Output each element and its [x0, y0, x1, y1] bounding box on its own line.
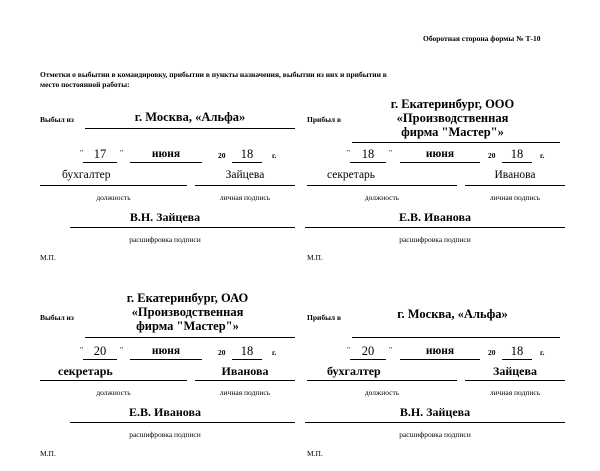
place-line: «Производственная: [396, 111, 509, 125]
stamp-label: М.П.: [40, 449, 56, 458]
year-prefix: 20: [218, 348, 226, 357]
quote-open: ": [347, 148, 351, 157]
signature-caption: личная подпись: [489, 193, 541, 202]
quote-close: ": [120, 148, 124, 157]
day-value: 18: [361, 147, 375, 161]
month-underline: [400, 162, 480, 163]
place-underline: [85, 337, 295, 338]
year-value: 18: [510, 344, 524, 358]
name-underline: [70, 422, 295, 423]
month-value: июня: [151, 345, 181, 357]
intro-line-1: Отметки о выбытии в командировку, прибытии в пункты назначения, выбытии из них и прибытии в: [40, 70, 387, 79]
quote-open: ": [347, 345, 351, 354]
full-name-value: В.Н. Зайцева: [399, 405, 471, 419]
full-name-value: В.Н. Зайцева: [129, 210, 201, 224]
signature-caption: личная подпись: [219, 388, 271, 397]
place-line: г. Москва, «Альфа»: [397, 307, 508, 321]
place-underline: [85, 128, 295, 129]
decoding-caption: расшифровка подписи: [399, 235, 471, 244]
decoding-caption: расшифровка подписи: [399, 430, 471, 439]
full-name-value: Е.В. Иванова: [129, 405, 201, 419]
year-underline: [502, 359, 532, 360]
place-line: г. Москва, «Альфа»: [134, 110, 246, 124]
year-value: 18: [240, 147, 254, 161]
decoding-caption: расшифровка подписи: [129, 235, 201, 244]
quote-open: ": [80, 345, 84, 354]
full-name-value: Е.В. Иванова: [399, 210, 471, 224]
month-underline: [400, 359, 480, 360]
place-line: г. Екатеринбург, ОАО: [126, 291, 249, 305]
position-caption: должность: [364, 388, 400, 397]
year-value: 18: [510, 147, 524, 161]
quote-close: ": [389, 345, 393, 354]
name-underline: [305, 227, 565, 228]
position-underline: [307, 380, 457, 381]
day-value: 20: [361, 344, 375, 358]
stamp-label: М.П.: [307, 253, 323, 262]
signature-caption: личная подпись: [489, 388, 541, 397]
month-value: июня: [425, 345, 455, 357]
form-side-header: Оборотная сторона формы № Т-10: [423, 34, 541, 43]
signature-value: Зайцева: [225, 169, 265, 181]
name-underline: [305, 422, 565, 423]
signature-underline: [465, 380, 565, 381]
decoding-caption: расшифровка подписи: [129, 430, 201, 439]
place-line: г. Екатеринбург, ООО: [390, 97, 515, 111]
position-underline: [40, 185, 187, 186]
year-prefix: 20: [488, 151, 496, 160]
place-underline: [352, 337, 560, 338]
intro-line-2: место постоянной работы:: [40, 80, 130, 89]
year-underline: [232, 162, 262, 163]
year-value: 18: [240, 344, 254, 358]
day-underline: [83, 359, 117, 360]
quote-close: ": [389, 148, 393, 157]
signature-underline: [465, 185, 565, 186]
signature-caption: личная подпись: [219, 193, 271, 202]
signature-underline: [195, 380, 295, 381]
month-underline: [130, 359, 202, 360]
month-value: июня: [151, 148, 181, 160]
departed-label: Выбыл из: [40, 115, 74, 124]
position-value: бухгалтер: [327, 364, 381, 378]
signature-value: Иванова: [221, 364, 269, 378]
signature-value: Иванова: [494, 169, 536, 181]
year-suffix: г.: [540, 151, 545, 160]
stamp-label: М.П.: [40, 253, 56, 262]
position-value: секретарь: [58, 364, 113, 378]
year-suffix: г.: [540, 348, 545, 357]
month-underline: [130, 162, 202, 163]
departed-label: Выбыл из: [40, 313, 74, 322]
position-caption: должность: [96, 193, 131, 202]
day-underline: [83, 162, 117, 163]
year-underline: [232, 359, 262, 360]
signature-value: Зайцева: [493, 364, 537, 378]
position-value: бухгалтер: [62, 169, 111, 181]
day-value: 20: [93, 344, 107, 358]
day-underline: [350, 162, 386, 163]
name-underline: [70, 227, 295, 228]
position-underline: [40, 380, 187, 381]
year-underline: [502, 162, 532, 163]
signature-underline: [195, 185, 295, 186]
year-prefix: 20: [488, 348, 496, 357]
quote-close: ": [120, 345, 124, 354]
position-value: секретарь: [327, 169, 376, 181]
year-suffix: г.: [272, 348, 277, 357]
arrived-label: Прибыл в: [307, 313, 342, 322]
place-line: фирма "Мастер"»: [136, 319, 239, 333]
place-line: фирма "Мастер"»: [401, 125, 504, 139]
year-prefix: 20: [218, 151, 226, 160]
stamp-label: М.П.: [307, 449, 323, 458]
position-caption: должность: [96, 388, 131, 397]
day-underline: [350, 359, 386, 360]
position-underline: [307, 185, 457, 186]
position-caption: должность: [364, 193, 400, 202]
month-value: июня: [425, 148, 455, 160]
arrived-label: Прибыл в: [307, 115, 342, 124]
year-suffix: г.: [272, 151, 277, 160]
day-value: 17: [93, 147, 107, 161]
place-underline: [352, 142, 560, 143]
quote-open: ": [80, 148, 84, 157]
place-line: «Производственная: [131, 305, 244, 319]
